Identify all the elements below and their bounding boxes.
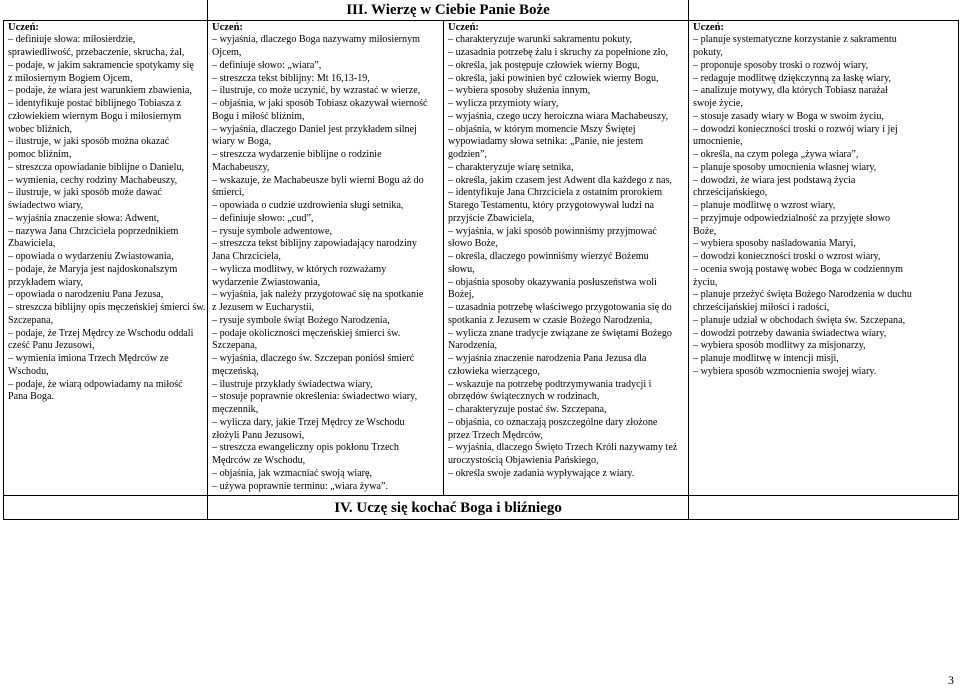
text-line: Szczepana, bbox=[212, 340, 258, 352]
column-2-items bbox=[212, 34, 440, 493]
text-line: – planuje modlitwę o wzrost wiary, bbox=[693, 200, 836, 211]
text-line: słowo Boże, bbox=[448, 238, 498, 250]
curriculum-table bbox=[3, 0, 959, 520]
text-line: – charakteryzuje postać św. Szczepana, bbox=[448, 404, 607, 415]
text-line: z miłosiernym Bogiem Ojcem, bbox=[8, 72, 133, 84]
text-line: – dowodzi konieczności troski o rozwój wiary i jej bbox=[693, 123, 898, 135]
text-line: – wskazuje, że Machabeusze byli wierni Bogu aż do bbox=[212, 174, 424, 186]
text-line: uroczystością Objawienia Pańskiego, bbox=[448, 455, 599, 466]
text-line: Starego Testamentu, który przygotowywał ludzi na bbox=[448, 200, 654, 211]
text-line: – wybiera sposób modlitwy za misjonarzy, bbox=[693, 340, 866, 352]
blank-corner-cell bbox=[4, 0, 208, 20]
column-4-items bbox=[693, 34, 955, 378]
blank-cell bbox=[689, 496, 959, 520]
text-line: – charakteryzuje warunki sakramentu pokuty, bbox=[448, 34, 633, 46]
text-line: – wyjaśnia, jak należy przygotować się na spotkanie bbox=[212, 289, 424, 301]
text-line: – wylicza znane tradycje związane ze świętami Bożego bbox=[448, 327, 672, 339]
text-line: – planuje przeżyć święta Bożego Narodzenia w duchu bbox=[693, 289, 912, 301]
text-line: – podaje, że Maryja jest najdoskonalszym bbox=[8, 263, 178, 275]
text-line: człowiekiem wiernym Bogu i miłosiernym bbox=[8, 110, 182, 122]
text-line: – objaśnia, co oznaczają poszczególne dary złożone bbox=[448, 416, 658, 428]
text-line: – wskazuje na potrzebę podtrzymywania tradycji i bbox=[448, 378, 652, 390]
text-line: męczennik, bbox=[212, 404, 259, 415]
column-level-3 bbox=[444, 20, 689, 496]
text-line: – streszcza opowiadanie biblijne o Danielu, bbox=[8, 161, 185, 173]
text-line: – określa, jakim czasem jest Adwent dla każdego z nas, bbox=[448, 174, 672, 186]
text-line: męczeńską, bbox=[212, 365, 259, 377]
text-line: – rysuje symbole adwentowe, bbox=[212, 225, 332, 237]
text-line: – opowiada o narodzeniu Pana Jezusa, bbox=[8, 289, 164, 301]
text-line: – identyfikuje Jana Chrzciciela z ostatnim prorokiem bbox=[448, 187, 663, 199]
column-header: Uczeń: bbox=[8, 21, 39, 33]
text-line: – streszcza tekst biblijny zapowiadający narodziny bbox=[212, 238, 417, 250]
text-line: – nazywa Jana Chrzciciela poprzednikiem bbox=[8, 225, 179, 237]
text-line: – streszcza ewangeliczny opis pokłonu Trzech bbox=[212, 442, 399, 454]
section-iv-row bbox=[4, 496, 959, 520]
text-line: – wyjaśnia, dlaczego Boga nazywamy miłosiernym bbox=[212, 34, 420, 46]
text-line: – podaje, że Trzej Mędrcy ze Wschodu oddali bbox=[8, 327, 194, 339]
text-line: – redaguje modlitwę dziękczynną za łaskę wiary, bbox=[693, 72, 892, 84]
column-3-items bbox=[448, 34, 685, 480]
text-line: – ilustruje przykłady świadectwa wiary, bbox=[212, 378, 373, 390]
text-line: – wyjaśnia, dlaczego Święto Trzech Króli nazywamy też bbox=[448, 442, 678, 454]
text-line: – identyfikuje postać biblijnego Tobiasza z bbox=[8, 98, 182, 109]
text-line: – planuje sposoby umocnienia własnej wiary, bbox=[693, 161, 877, 173]
text-line: – planuje systematyczne korzystanie z sakramentu bbox=[693, 34, 897, 46]
text-line: wydarzenie Zwiastowania, bbox=[212, 276, 321, 288]
text-line: Machabeuszy, bbox=[212, 161, 270, 173]
text-line: Ojcem, bbox=[212, 47, 242, 58]
text-line: świadectwo wiary, bbox=[8, 200, 84, 211]
text-line: – planuje modlitwę w intencji misji, bbox=[693, 353, 839, 364]
text-line: sprawiedliwość, przebaczenie, skrucha, żal, bbox=[8, 47, 185, 58]
text-line: – wyjaśnia, dlaczego św. Szczepan poniósł śmierć bbox=[212, 353, 415, 364]
text-line: – wyjaśnia znaczenie słowa: Adwent, bbox=[8, 212, 160, 224]
text-line: przez Trzech Mędrców, bbox=[448, 429, 543, 441]
text-line: Szczepana, bbox=[8, 314, 54, 326]
text-line: – definiuje słowo: „wiara”, bbox=[212, 59, 322, 71]
text-line: – streszcza biblijny opis męczeńskiej śmierci św. bbox=[8, 302, 206, 313]
text-line: – wylicza modlitwy, w których rozważamy bbox=[212, 263, 387, 275]
page-number: 3 bbox=[948, 673, 954, 687]
text-line: – objaśnia, jak wzmacniać swoją wiarę, bbox=[212, 467, 373, 479]
column-level-4 bbox=[689, 20, 959, 496]
text-line: Jana Chrzciciela, bbox=[212, 251, 281, 262]
text-line: – określa, jaki powinien być człowiek wierny Bogu, bbox=[448, 72, 659, 84]
text-line: – objaśnia, w jaki sposób Tobiasz okazywał wierność bbox=[212, 98, 428, 109]
text-line: – podaje, w jakim sakramencie spotykamy się bbox=[8, 59, 194, 71]
text-line: Boże, bbox=[693, 225, 717, 237]
text-line: – określa, na czym polega „żywa wiara”, bbox=[693, 149, 859, 160]
text-line: wiary w Boga, bbox=[212, 136, 272, 148]
text-line: – przyjmuje odpowiedzialność za przyjęte słowo bbox=[693, 212, 891, 224]
text-line: – ilustruje, w jaki sposób może dawać bbox=[8, 187, 162, 199]
text-line: – wyjaśnia, dlaczego Daniel jest przykładem silnej bbox=[212, 123, 417, 135]
text-line: – charakteryzuje wiarę setnika, bbox=[448, 161, 574, 173]
text-line: – ilustruje, w jaki sposób można okazać bbox=[8, 136, 170, 148]
section-iv-cell bbox=[208, 496, 689, 520]
text-line: z Jezusem w Eucharystii, bbox=[212, 302, 315, 313]
text-line: człowieka wierzącego, bbox=[448, 365, 540, 377]
text-line: – podaje okoliczności męczeńskiej śmierci św. bbox=[212, 327, 401, 339]
text-line: – określa, dlaczego powinniśmy wierzyć Bożemu bbox=[448, 251, 649, 262]
text-line: – definiuje słowo: „cud”, bbox=[212, 212, 314, 224]
text-line: – określa swoje zadania wypływające z wiary. bbox=[448, 467, 635, 479]
text-line: cześć Panu Jezusowi, bbox=[8, 340, 95, 352]
text-line: – wymienia imiona Trzech Mędrców ze bbox=[8, 353, 169, 364]
text-line: przyjście Zbawiciela, bbox=[448, 212, 535, 224]
text-line: – wyjaśnia znaczenie narodzenia Pana Jezusa dla bbox=[448, 353, 647, 364]
text-line: Narodzenia, bbox=[448, 340, 498, 352]
text-line: – wylicza przymioty wiary, bbox=[448, 98, 559, 109]
text-line: – rysuje symbole świąt Bożego Narodzenia, bbox=[212, 314, 390, 326]
text-line: – wyjaśnia, czego uczy heroiczna wiara Machabeuszy, bbox=[448, 110, 669, 122]
section-iii-cell bbox=[208, 0, 689, 20]
text-line: – podaje, że wiarą odpowiadamy na miłość bbox=[8, 378, 183, 390]
text-line: – wybiera sposoby służenia innym, bbox=[448, 85, 591, 97]
blank-right-cell bbox=[689, 0, 959, 20]
text-line: śmierci, bbox=[212, 187, 245, 199]
text-line: – opowiada o wydarzeniu Zwiastowania, bbox=[8, 251, 174, 262]
text-line: Zbawiciela, bbox=[8, 238, 56, 250]
text-line: – używa poprawnie terminu: „wiara żywa”. bbox=[212, 480, 389, 492]
column-header: Uczeń: bbox=[212, 21, 243, 33]
blank-cell bbox=[4, 496, 208, 520]
text-line: Mędrców ze Wschodu, bbox=[212, 455, 306, 466]
text-line: złożyli Panu Jezusowi, bbox=[212, 429, 305, 441]
column-header: Uczeń: bbox=[693, 21, 724, 33]
text-line: – dowodzi konieczności troski o wzrost wiary, bbox=[693, 251, 881, 262]
text-line: pokuty, bbox=[693, 47, 723, 58]
text-line: spotkania z Jezusem w czasie Bożego Narodzenia, bbox=[448, 314, 653, 326]
text-line: – ocenia swoją postawę wobec Boga w codziennym bbox=[693, 263, 903, 275]
text-line: Wschodu, bbox=[8, 365, 49, 377]
text-line: – wybiera sposoby naśladowania Maryi, bbox=[693, 238, 856, 250]
content-row bbox=[4, 20, 959, 496]
text-line: – proponuje sposoby troski o rozwój wiary, bbox=[693, 59, 869, 71]
text-line: – streszcza tekst biblijny: Mt 16,13-19, bbox=[212, 72, 370, 84]
text-line: pomoc bliźnim, bbox=[8, 149, 72, 160]
text-line: – wyjaśnia, w jaki sposób powinniśmy przyjmować bbox=[448, 225, 657, 237]
text-line: – streszcza wydarzenie biblijne o rodzinie bbox=[212, 149, 382, 160]
text-line: Bożej, bbox=[448, 289, 475, 301]
text-line: – uzasadnia potrzebę właściwego przygotowania się do bbox=[448, 302, 672, 313]
text-line: chrześcijańskiej miłości i radości, bbox=[693, 302, 830, 313]
text-line: przykładem wiary, bbox=[8, 276, 84, 288]
text-line: Pana Boga. bbox=[8, 391, 54, 403]
text-line: – dowodzi, że wiara jest podstawą życia bbox=[693, 174, 856, 186]
text-line: – podaje, że wiara jest warunkiem zbawienia, bbox=[8, 85, 192, 97]
text-line: – objaśnia, w którym momencie Mszy Świętej bbox=[448, 123, 636, 135]
text-line: – wymienia, cechy rodziny Machabeuszy, bbox=[8, 174, 178, 186]
section-iv-title: IV. Uczę się kochać Boga i bliźniego bbox=[334, 500, 562, 517]
text-line: – opowiada o cudzie uzdrowienia sługi setnika, bbox=[212, 200, 404, 211]
text-line: – objaśnia sposoby okazywania posłuszeństwa woli bbox=[448, 276, 657, 288]
text-line: – dowodzi potrzeby dawania świadectwa wiary, bbox=[693, 327, 887, 339]
text-line: – wybiera sposób wzmocnienia swojej wiary. bbox=[693, 365, 877, 377]
text-line: – analizuje motywy, dla których Tobiasz narażał bbox=[693, 85, 888, 97]
text-line: swoje życie, bbox=[693, 98, 743, 109]
text-line: – uzasadnia potrzebę żalu i skruchy za popełnione zło, bbox=[448, 47, 669, 58]
text-line: – ilustruje, co może uczynić, by wzrastać w wierze, bbox=[212, 85, 421, 97]
text-line: – określa, jak postępuje człowiek wierny Bogu, bbox=[448, 59, 640, 71]
column-header: Uczeń: bbox=[448, 21, 479, 33]
text-line: – stosuje zasady wiary w Boga w swoim życiu, bbox=[693, 110, 884, 122]
text-line: wypowiadamy słowa setnika: „Panie, nie jestem bbox=[448, 136, 644, 148]
text-line: – planuje udział w obchodach święta św. Szczepana, bbox=[693, 314, 906, 326]
text-line: – stosuje poprawnie określenia: świadectwo wiary, bbox=[212, 391, 418, 403]
text-line: – wylicza dary, jakie Trzej Mędrcy ze Wschodu bbox=[212, 416, 405, 428]
text-line: umocnienie, bbox=[693, 136, 743, 148]
text-line: wobec bliźnich, bbox=[8, 123, 72, 135]
text-line: godzien”, bbox=[448, 149, 487, 160]
section-iii-title: III. Wierzę w Ciebie Panie Boże bbox=[346, 2, 550, 18]
text-line: obrzędów świątecznych w rodzinach, bbox=[448, 391, 600, 403]
section-header-row bbox=[4, 0, 959, 20]
text-line: Bogu i miłość bliźnim, bbox=[212, 110, 305, 122]
column-1-items bbox=[8, 34, 204, 404]
text-line: słowu, bbox=[448, 263, 475, 275]
column-level-1 bbox=[4, 20, 208, 496]
column-level-2 bbox=[208, 20, 444, 496]
text-line: chrześcijańskiego, bbox=[693, 187, 768, 199]
text-line: życiu, bbox=[693, 276, 718, 288]
text-line: – definiuje słowa: miłosierdzie, bbox=[8, 34, 136, 46]
